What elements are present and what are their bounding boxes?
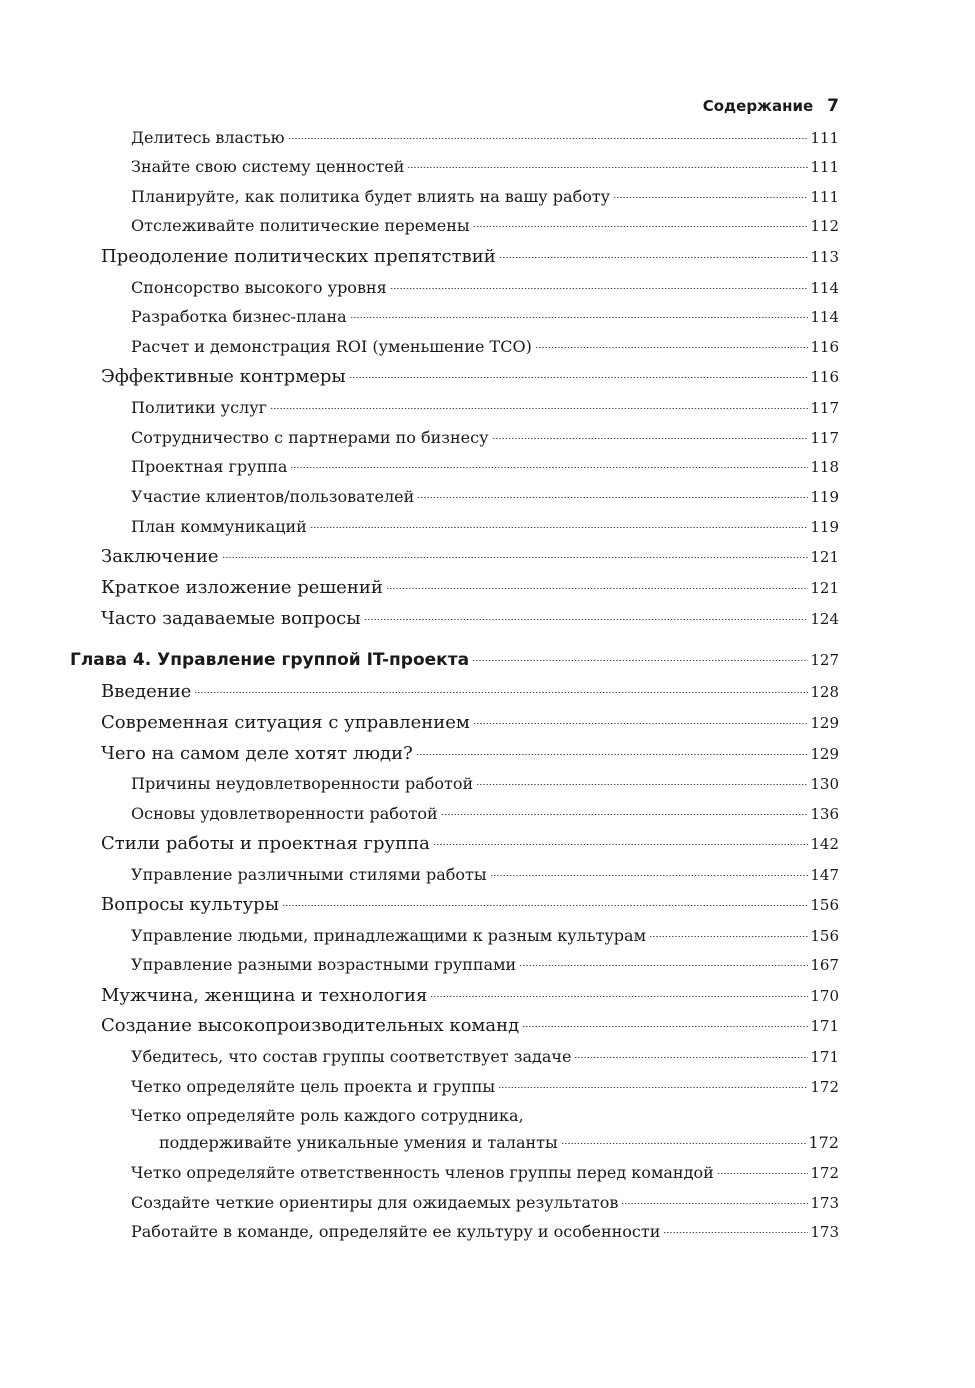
toc-entry [101,833,839,854]
toc-entry-title: Разработка бизнес-плана [131,307,347,326]
toc-entry [131,307,839,326]
toc-entry [131,865,839,884]
dot-leader [194,692,808,693]
toc-entry [101,894,839,915]
dot-leader [613,197,808,198]
toc-entry-page: 119 [810,518,839,536]
toc-entry-page: 171 [810,1017,839,1035]
toc-entry-page: 121 [810,579,839,597]
toc-entry-title-continuation: поддерживайте уникальные умения и таланты [159,1133,558,1152]
toc-entry [131,128,839,147]
toc-entry [101,1015,839,1036]
toc-entry-title: Спонсорство высокого уровня [131,278,387,297]
dot-leader [561,1143,807,1144]
toc-entry-title: Мужчина, женщина и технология [101,985,428,1006]
toc-entry [131,487,839,506]
dot-leader [717,1173,809,1174]
toc-entry-page: 114 [810,308,839,326]
dot-leader [270,408,808,409]
dot-leader [663,1232,808,1233]
dot-leader [390,288,809,289]
toc-entry-page: 172 [810,1164,839,1182]
toc-chapter-title: Глава 4. Управление группой IT-проекта [70,650,470,670]
toc-entry [101,712,839,733]
toc-entry-page: 171 [810,1048,839,1066]
dot-leader [473,226,809,227]
toc-entry [101,743,839,764]
dot-leader [574,1057,808,1058]
toc-entry-page: 116 [810,368,839,386]
toc-entry [131,157,839,176]
dot-leader [349,377,809,378]
dot-leader [350,317,809,318]
dot-leader [499,257,809,258]
dot-leader [472,660,808,661]
toc-entry-title: Работайте в команде, определяйте ее культуру и особенности [131,1222,661,1241]
dot-leader [498,1087,808,1088]
toc-entry-page: 172 [810,1078,839,1096]
toc-entry-page: 170 [810,987,839,1005]
toc-entry-page: 113 [810,248,839,266]
toc-entry [131,955,839,974]
toc-entry-page: 156 [810,896,839,914]
toc-entry-title-first-line: Четко определяйте роль каждого сотрудника, [131,1106,524,1125]
toc-entry [131,337,839,356]
toc-entry [131,1047,839,1066]
toc-entry-title: Управление людьми, принадлежащими к разным культурам [131,926,647,945]
dot-leader [519,965,808,966]
toc-entry-page: 127 [810,651,839,669]
toc-entry-page: 114 [810,279,839,297]
toc-entry [131,1077,839,1096]
toc-entry-title: Преодоление политических препятствий [101,246,496,267]
dot-leader [282,905,808,906]
toc-chapter-entry [70,650,839,670]
toc-entry-title: Проектная группа [131,457,288,476]
toc-entry [131,457,839,476]
toc-entry-page: 117 [810,399,839,417]
toc-entry-page: 111 [810,129,839,147]
toc-entry-page: 116 [810,338,839,356]
dot-leader [535,347,809,348]
dot-leader [290,467,808,468]
toc-entry [101,246,839,267]
toc-entry-page: 136 [810,805,839,823]
toc-entry-title: Сотрудничество с партнерами по бизнесу [131,428,489,447]
page-number: 7 [827,96,839,116]
toc-entry-page: 121 [810,548,839,566]
toc-entry-page: 130 [810,775,839,793]
toc-entry [101,577,839,598]
dot-leader [522,1026,808,1027]
dot-leader [288,138,809,139]
dot-leader [417,497,808,498]
toc-entry-title: Заключение [101,546,219,567]
toc-entry [131,1193,839,1212]
dot-leader [476,784,808,785]
toc-entry-title: Четко определяйте цель проекта и группы [131,1077,496,1096]
toc-entry-page: 111 [810,158,839,176]
toc-entry-title: Отслеживайте политические перемены [131,216,470,235]
toc-entry-title: Управление разными возрастными группами [131,955,517,974]
toc-entry-page: 118 [810,458,839,476]
dot-leader [430,996,808,997]
toc-entry [101,608,839,629]
toc-entry [101,546,839,567]
dot-leader [222,557,809,558]
toc-entry-page: 124 [810,610,839,628]
toc-entry [131,1222,839,1241]
toc-entry-title: Четко определяйте ответственность членов группы перед командой [131,1163,714,1182]
toc-entry-title: Вопросы культуры [101,894,280,915]
toc-entry [131,517,839,536]
toc-entry-title: Управление различными стилями работы [131,865,487,884]
toc-entry [131,216,839,235]
toc-entry-title: План коммуникаций [131,517,307,536]
toc-entry-title: Основы удовлетворенности работой [131,804,438,823]
toc-entry-page: 129 [810,745,839,763]
dot-leader [473,723,808,724]
toc-entry-title: Причины неудовлетворенности работой [131,774,474,793]
toc-entry-page: 173 [810,1194,839,1212]
toc-entry-title: Политики услуг [131,398,268,417]
toc-entry [131,926,839,945]
dot-leader [433,844,809,845]
toc-entry [131,804,839,823]
dot-leader [441,814,809,815]
toc-entry [131,1163,839,1182]
toc-entry [101,985,839,1006]
toc-entry-title: Стили работы и проектная группа [101,833,430,854]
toc-entry-title: Делитесь властью [131,128,285,147]
dot-leader [386,588,809,589]
running-header [703,96,839,116]
toc-entry-page: 173 [810,1223,839,1241]
dot-leader [416,754,809,755]
toc-entry-title: Создайте четкие ориентиры для ожидаемых результатов [131,1193,619,1212]
toc-entry [101,366,839,387]
toc-entry [101,681,839,702]
toc-entry-page: 128 [810,683,839,701]
toc-entry-title: Краткое изложение решений [101,577,383,598]
toc-entry-title: Чего на самом деле хотят люди? [101,743,413,764]
toc-entry-page: 117 [810,429,839,447]
toc-entry-title: Расчет и демонстрация ROI (уменьшение TCO) [131,337,532,356]
dot-leader [310,527,809,528]
dot-leader [407,167,808,168]
toc-entry-title: Планируйте, как политика будет влиять на вашу работу [131,187,611,206]
toc-entry-page: 112 [810,217,839,235]
toc-entry-title: Участие клиентов/пользователей [131,487,415,506]
dot-leader [492,438,809,439]
toc-entry [159,1133,839,1152]
toc-entry-page: 142 [810,835,839,853]
toc-entry-title: Введение [101,681,192,702]
toc-entry [131,278,839,297]
toc-entry [131,428,839,447]
toc-entry-page: 111 [810,188,839,206]
toc-entry-title: Убедитесь, что состав группы соответствует задаче [131,1047,572,1066]
toc-entry-page: 129 [810,714,839,732]
toc-entry [131,187,839,206]
toc-entry-title: Создание высокопроизводительных команд [101,1015,520,1036]
toc-entry-page: 167 [810,956,839,974]
toc-entry-page: 147 [810,866,839,884]
dot-leader [364,619,809,620]
dot-leader [649,936,808,937]
running-header-title: Содержание [702,97,814,115]
toc-entry [131,774,839,793]
toc-entry-page: 119 [810,488,839,506]
toc-entry-page: 156 [810,927,839,945]
toc-entry-title: Часто задаваемые вопросы [101,608,361,629]
toc-entry-title: Эффективные контрмеры [101,366,346,387]
toc-entry-title: Знайте свою систему ценностей [131,157,405,176]
dot-leader [621,1203,808,1204]
toc-entry-page: 172 [808,1133,839,1152]
toc-entry-title: Современная ситуация с управлением [101,712,470,733]
toc-entry [131,398,839,417]
dot-leader [490,875,809,876]
